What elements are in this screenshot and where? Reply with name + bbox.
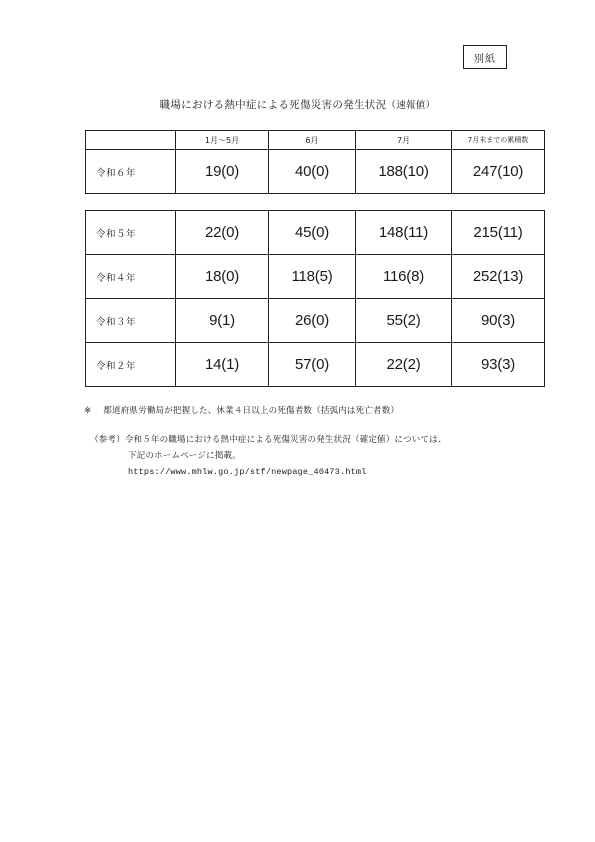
cell-july: 116(8)	[356, 255, 452, 299]
current-year-table	[85, 130, 545, 194]
reference-label: （参考）	[90, 435, 125, 445]
table-row	[86, 255, 545, 299]
page-title-main: 職場における熱中症による死傷災害の発生状況	[159, 99, 387, 111]
cell-cumulative: 247(10)	[452, 150, 545, 194]
table-row	[86, 211, 545, 255]
cell-june: 118(5)	[269, 255, 356, 299]
cell-cumulative: 90(3)	[452, 299, 545, 343]
past-years-table	[85, 210, 545, 387]
cell-jan-may: 18(0)	[176, 255, 269, 299]
cell-june: 45(0)	[269, 211, 356, 255]
footnote-mark: ※	[84, 406, 92, 416]
page-title	[0, 97, 595, 112]
table-header-row	[86, 131, 545, 150]
reference-url-link[interactable]: https://www.mhlw.go.jp/stf/newpage_40473.html	[128, 467, 367, 477]
table-row	[86, 150, 545, 194]
header-cumulative: 7月末までの累積数	[452, 131, 545, 150]
header-june: 6月	[269, 131, 356, 150]
header-july: 7月	[356, 131, 452, 150]
cell-june: 40(0)	[269, 150, 356, 194]
header-blank	[86, 131, 176, 150]
attachment-label	[463, 45, 507, 69]
cell-cumulative: 93(3)	[452, 343, 545, 387]
cell-jan-may: 22(0)	[176, 211, 269, 255]
cell-jan-may: 9(1)	[176, 299, 269, 343]
cell-july: 148(11)	[356, 211, 452, 255]
table-row	[86, 299, 545, 343]
page-title-sub: （速報値）	[386, 100, 436, 111]
table-footnote	[84, 404, 399, 416]
reference-note	[90, 432, 447, 480]
row-year: 令和５年	[86, 211, 176, 255]
cell-july: 22(2)	[356, 343, 452, 387]
reference-text-1: 令和５年の職場における熱中症による死傷災害の発生状況（確定値）については、	[124, 435, 447, 445]
row-year: 令和４年	[86, 255, 176, 299]
cell-cumulative: 215(11)	[452, 211, 545, 255]
cell-jan-may: 19(0)	[176, 150, 269, 194]
footnote-text: 都道府県労働局が把握した、休業４日以上の死傷者数（括弧内は死亡者数）	[103, 406, 400, 416]
reference-line-2: 下記のホームページに掲載。	[128, 451, 241, 461]
cell-july: 55(2)	[356, 299, 452, 343]
row-year: 令和６年	[86, 150, 176, 194]
cell-july: 188(10)	[356, 150, 452, 194]
cell-jan-may: 14(1)	[176, 343, 269, 387]
row-year: 令和２年	[86, 343, 176, 387]
reference-line-1	[90, 432, 447, 448]
row-year: 令和３年	[86, 299, 176, 343]
attachment-label-text: 別紙	[474, 53, 496, 65]
cell-june: 26(0)	[269, 299, 356, 343]
cell-june: 57(0)	[269, 343, 356, 387]
cell-cumulative: 252(13)	[452, 255, 545, 299]
header-jan-may: 1月～5月	[176, 131, 269, 150]
table-row	[86, 343, 545, 387]
